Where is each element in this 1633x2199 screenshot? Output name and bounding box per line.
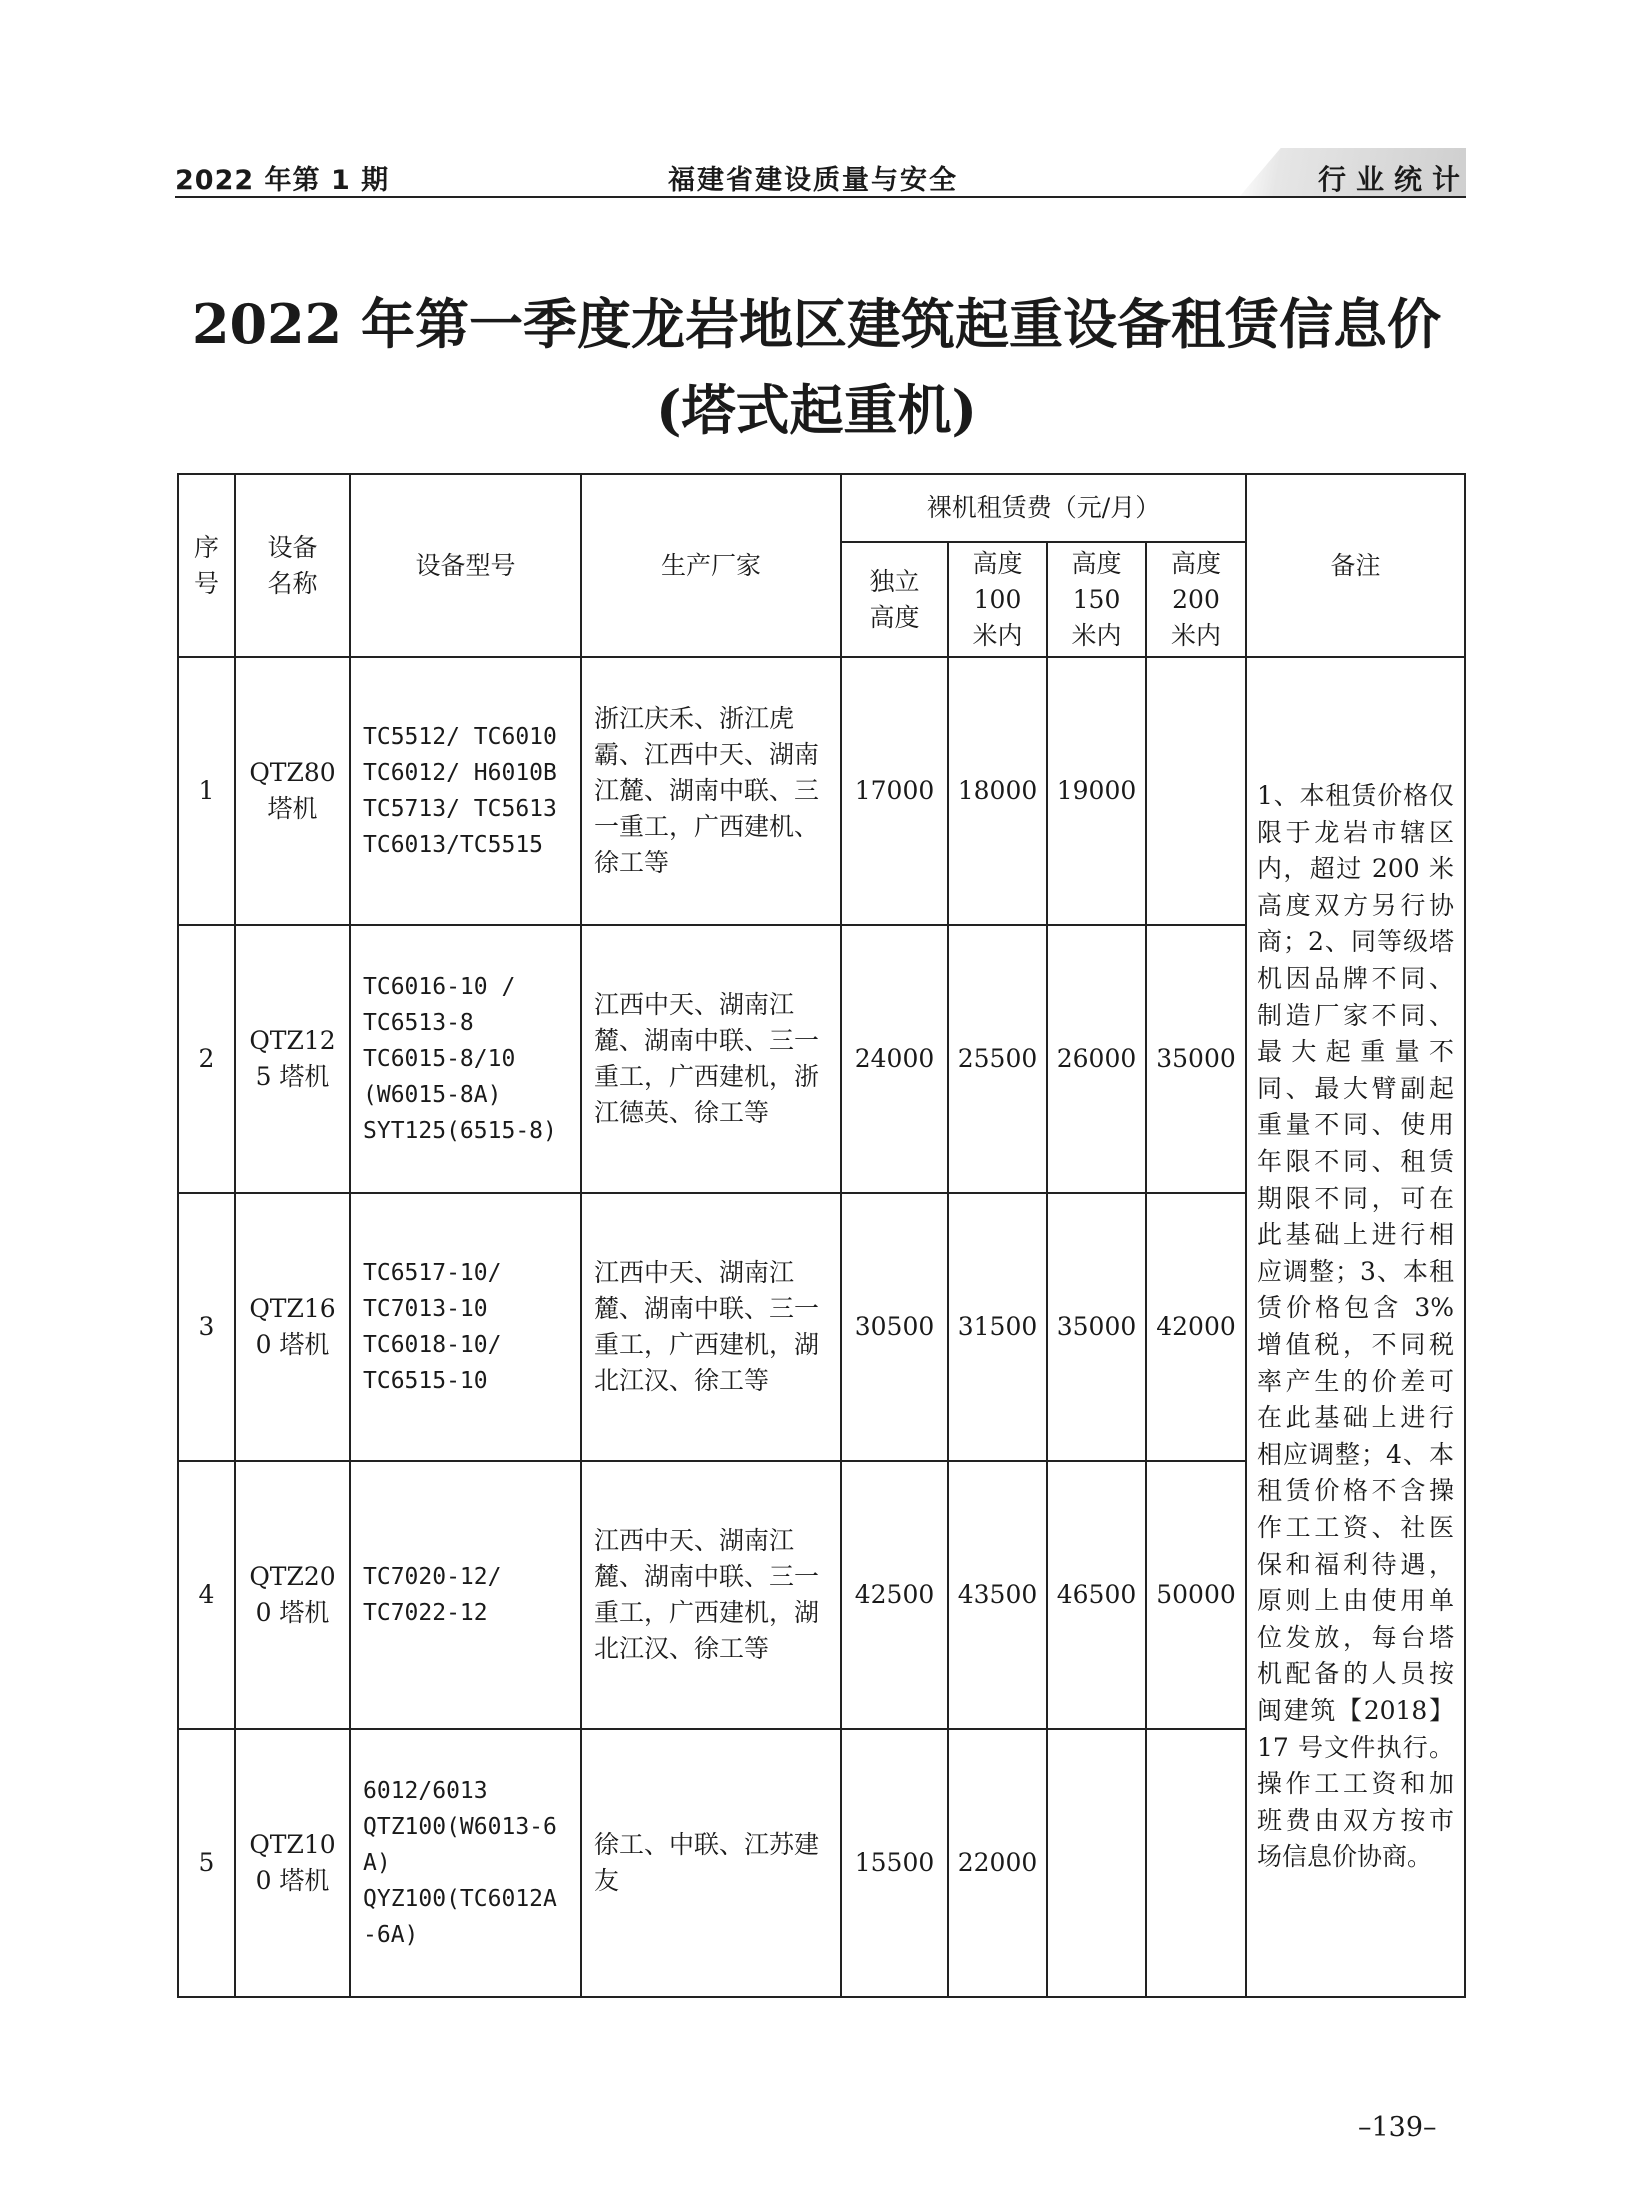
cell-price-free: 30500 [841,1193,948,1461]
cell-price-100: 43500 [948,1461,1047,1729]
cell-name: QTZ10 0 塔机 [235,1729,350,1997]
cell-price-100: 18000 [948,657,1047,925]
cell-seq: 2 [178,925,235,1193]
cell-price-150: 46500 [1047,1461,1146,1729]
cell-price-200: 50000 [1146,1461,1246,1729]
cell-seq: 4 [178,1461,235,1729]
cell-price-200 [1146,657,1246,925]
rental-price-table [177,473,1466,1998]
cell-price-free: 24000 [841,925,948,1193]
cell-seq: 1 [178,657,235,925]
cell-price-200: 42000 [1146,1193,1246,1461]
header-height-free: 独立 高度 [841,542,948,657]
cell-manufacturer: 江西中天、湖南江麓、湖南中联、三一重工，广西建机，湖北江汉、徐工等 [581,1461,841,1729]
cell-model: TC7020-12/ TC7022-12 [350,1461,581,1729]
cell-price-150: 26000 [1047,925,1146,1193]
cell-manufacturer: 浙江庆禾、浙江虎霸、江西中天、湖南江麓、湖南中联、三一重工，广西建机、徐工等 [581,657,841,925]
header-rent-group: 裸机租赁费（元/月） [841,474,1246,542]
cell-price-100: 25500 [948,925,1047,1193]
header-model: 设备型号 [350,474,581,657]
table-row [178,657,1465,925]
issue-label: 2022 年第 1 期 [175,165,390,196]
cell-manufacturer: 徐工、中联、江苏建友 [581,1729,841,1997]
header-height-200: 高度 200 米内 [1146,542,1246,657]
cell-model: TC5512/ TC6010 TC6012/ H6010B TC5713/ TC5613 TC6013/TC5515 [350,657,581,925]
cell-price-150 [1047,1729,1146,1997]
cell-price-200: 35000 [1146,925,1246,1193]
cell-price-free: 15500 [841,1729,948,1997]
page-header [0,0,1633,200]
header-seq: 序 号 [178,474,235,657]
header-manufacturer: 生产厂家 [581,474,841,657]
cell-manufacturer: 江西中天、湖南江麓、湖南中联、三一重工，广西建机，湖北江汉、徐工等 [581,1193,841,1461]
cell-name: QTZ80 塔机 [235,657,350,925]
cell-price-200 [1146,1729,1246,1997]
table-header-row [178,474,1465,542]
cell-name: QTZ12 5 塔机 [235,925,350,1193]
cell-seq: 3 [178,1193,235,1461]
page-subtitle: (塔式起重机) [655,378,978,442]
cell-price-150: 35000 [1047,1193,1146,1461]
cell-price-100: 31500 [948,1193,1047,1461]
header-remarks: 备注 [1246,474,1465,657]
cell-model: TC6016-10 / TC6513-8 TC6015-8/10 (W6015-8A) SYT125(6515-8) [350,925,581,1193]
cell-manufacturer: 江西中天、湖南江麓、湖南中联、三一重工，广西建机，浙江德英、徐工等 [581,925,841,1193]
section-label: 行业统计 [1318,163,1471,196]
header-rule [175,196,1466,198]
cell-seq: 5 [178,1729,235,1997]
header-height-100: 高度 100 米内 [948,542,1047,657]
cell-name: QTZ20 0 塔机 [235,1461,350,1729]
page-title: 2022 年第一季度龙岩地区建筑起重设备租赁信息价 [191,292,1442,356]
header-name: 设备 名称 [235,474,350,657]
cell-name: QTZ16 0 塔机 [235,1193,350,1461]
journal-title: 福建省建设质量与安全 [668,165,958,196]
cell-price-150: 19000 [1047,657,1146,925]
header-height-150: 高度 150 米内 [1047,542,1146,657]
cell-price-free: 17000 [841,657,948,925]
cell-model: TC6517-10/ TC7013-10 TC6018-10/ TC6515-10 [350,1193,581,1461]
page-number: –139– [1358,2112,1437,2143]
cell-price-100: 22000 [948,1729,1047,1997]
cell-remarks: 1、本租赁价格仅限于龙岩市辖区内，超过 200 米高度双方另行协商；2、同等级塔机因品牌不同、制造厂家不同、最大起重量不同、最大臂副起重量不同、使用年限不同、租赁期限不同，可在此基础上进行相应调整；3、本租赁价格包含 3%增值税，不同税率产生的价差可在此基础上进行相应调整；4、本租赁价格不含操作工工资、社医保和福利待遇，原则上由使用单位发放，每台塔机配备的人员按闽建筑【2018】17 号文件执行。操作工工资和加班费由双方按市场信息价协商。 [1246,657,1465,1997]
cell-price-free: 42500 [841,1461,948,1729]
cell-model: 6012/6013 QTZ100(W6013-6 A) QYZ100(TC6012A -6A) [350,1729,581,1997]
